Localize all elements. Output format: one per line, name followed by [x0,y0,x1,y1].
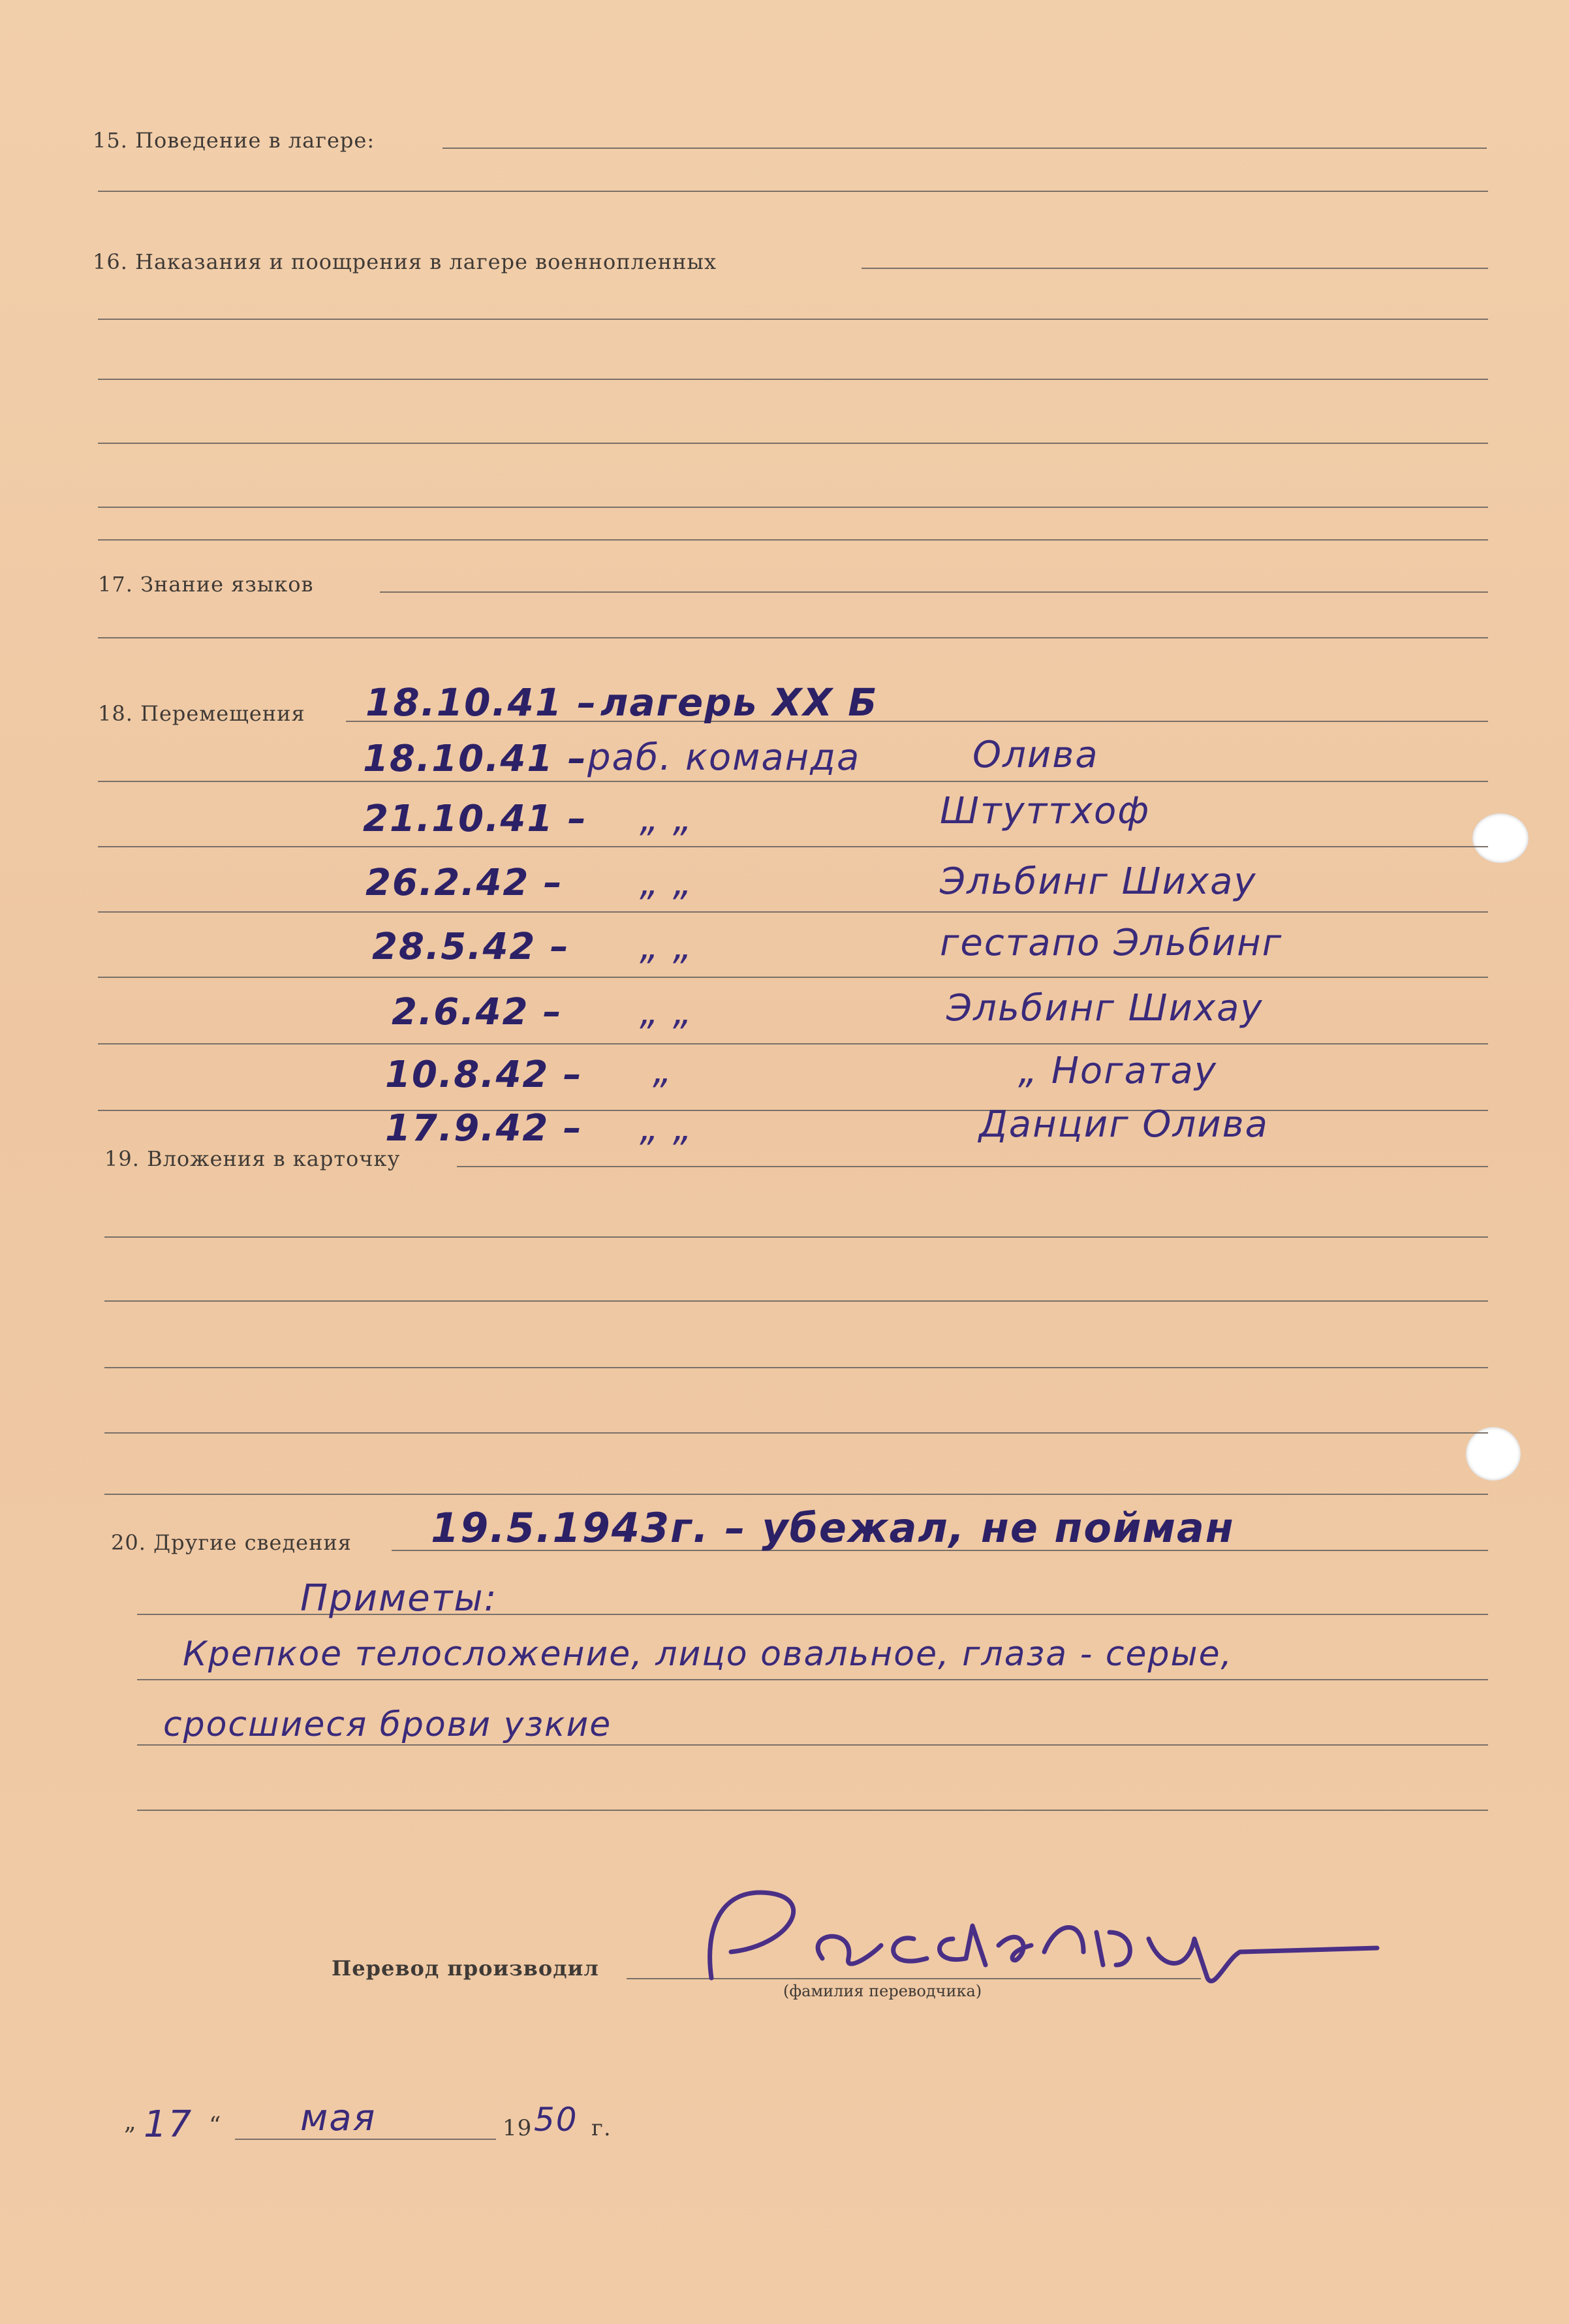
rule-19-6 [104,1494,1488,1495]
rule-18-6 [98,1043,1488,1044]
rule-19-4 [104,1367,1488,1368]
rule-17-1 [380,591,1488,593]
rule-19-2 [104,1236,1488,1238]
date-g: г. [591,2115,612,2141]
rule-16-6 [98,539,1488,541]
field-16-label: 16. Наказания и поощрения в лагере военнопленных [93,249,717,274]
other-info-line: Приметы: [300,1577,498,1620]
rule-15-2 [98,191,1488,192]
movement-what: „ „ [640,798,693,840]
movement-date: 10.8.42 – [385,1054,583,1096]
field-20-label: 20. Другие сведения [111,1530,352,1555]
rule-19-3 [104,1300,1488,1302]
rule-18-3 [98,846,1488,847]
rule-16-3 [98,379,1488,380]
rule-16-2 [98,319,1488,320]
movement-what: „ „ [640,991,693,1033]
movement-where: Штуттхоф [940,790,1151,832]
date-close-quote: “ [209,2112,222,2139]
movement-what: лагерь XX Б [600,680,878,725]
rule-20-4 [137,1744,1488,1746]
other-info-line: Крепкое телосложение, лицо овальное, глаза - серые, [183,1635,1234,1674]
field-15-label: 15. Поведение в лагере: [93,128,375,153]
date-open-quote: „ [124,2109,137,2135]
translator-caption: (фамилия переводчика) [783,1982,982,2000]
rule-16-5 [98,507,1488,508]
rule-18-7 [98,1110,1488,1111]
movement-date: 2.6.42 – [392,991,563,1033]
punch-hole-bottom [1466,1427,1521,1481]
movement-date: 17.9.42 – [385,1107,583,1150]
movement-where: Данциг Олива [979,1103,1269,1146]
rule-18-2 [98,781,1488,782]
rule-18-5 [98,977,1488,978]
field-17-label: 17. Знание языков [98,572,314,597]
field-19-label: 19. Вложения в карточку [104,1146,401,1171]
movement-where: „ Ногатау [1018,1050,1217,1092]
translator-label: Перевод производил [332,1956,599,1981]
movement-date: 18.10.41 – [363,738,587,780]
translator-signature [692,1880,1410,1985]
field-18-label: 18. Перемещения [98,701,305,726]
movement-where: Олива [972,734,1099,776]
movement-what: раб. команда [587,736,861,779]
movement-what: „ [653,1050,674,1092]
rule-15-1 [443,148,1487,149]
movement-what: „ „ [640,862,693,904]
date-day: 17 [144,2103,193,2146]
rule-19-5 [104,1432,1488,1434]
movement-date: 26.2.42 – [365,862,563,904]
movement-where: Эльбинг Шихау [946,987,1264,1029]
punch-hole-top [1472,813,1529,863]
movement-date: 18.10.41 – [365,680,598,725]
movement-where: гестапо Эльбинг [940,922,1283,964]
date-year-suffix: 50 [534,2101,578,2139]
rule-20-5 [137,1810,1488,1811]
movement-what: „ „ [640,926,693,968]
movement-date: 28.5.42 – [372,926,570,968]
rule-19-1 [457,1166,1488,1167]
other-info-line: сросшиеся брови узкие [163,1705,612,1744]
rule-16-4 [98,443,1488,444]
rule-17-2 [98,637,1488,638]
movement-where: Эльбинг Шихау [940,860,1257,903]
movement-date: 21.10.41 – [363,798,587,840]
rule-18-4 [98,911,1488,913]
date-year-prefix: 19 [503,2115,533,2141]
rule-16-1 [862,268,1488,269]
date-month: мая [300,2097,377,2139]
movement-what: „ „ [640,1107,693,1150]
other-info-line: 19.5.1943г. – убежал, не пойман [431,1504,1235,1552]
rule-20-3 [137,1679,1488,1680]
